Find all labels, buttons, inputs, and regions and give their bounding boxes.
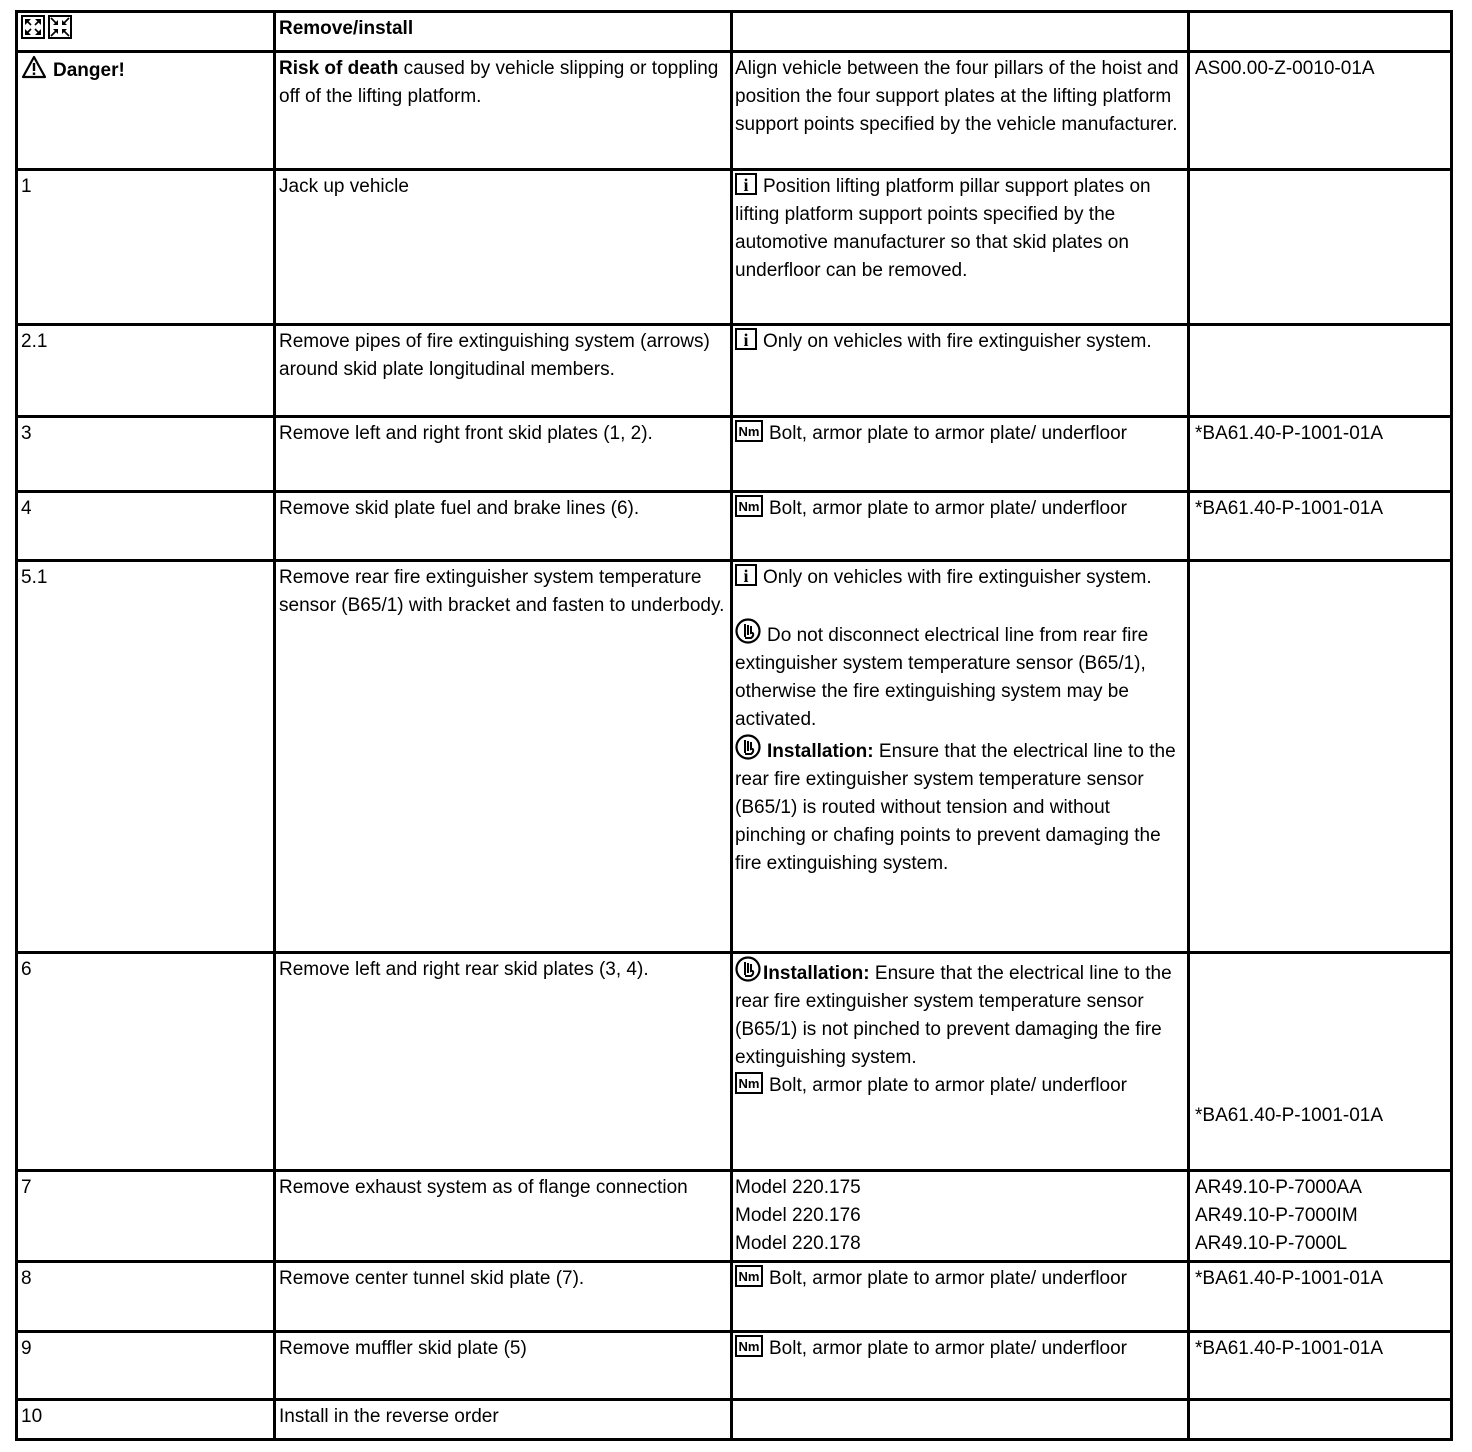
svg-text:Nm: Nm [738,499,760,514]
torque-nm-icon [735,495,763,517]
step-number: 4 [17,492,275,561]
step-action: Remove skid plate fuel and brake lines (6). [275,492,732,561]
note-installation: Installation: Ensure that the electrical line to the rear fire extinguisher system temperature sensor (B65/1) is not pinched to prevent damaging the fire extinguishing system. [735,956,1183,1072]
header-empty-3 [732,12,1189,52]
torque-nm-icon [735,1265,763,1287]
step-action: Remove rear fire extinguisher system temperature sensor (B65/1) with bracket and fasten to underbody. [275,561,732,953]
step-note [732,953,1189,1171]
warning-triangle-icon [21,55,47,79]
collapse-all-icon[interactable] [48,15,72,39]
model-item: Model 220.175 [735,1177,861,1198]
svg-text:i: i [743,330,749,350]
spacer [1195,956,1446,1102]
step-note: Nm Bolt, armor plate to armor plate/ underfloor [732,1262,1189,1332]
note-info: i Only on vehicles with fire extinguisher system. [735,564,1183,592]
info-icon [735,564,757,586]
expand-all-icon[interactable] [21,15,45,39]
torque-nm-icon [735,1335,763,1357]
caution-hand-icon [735,956,761,982]
step-note: Nm Bolt, armor plate to armor plate/ underfloor [732,1332,1189,1400]
danger-instruction: Align vehicle between the four pillars of the hoist and position the four support plates at the lifting platform support points specified by the vehicle manufacturer. [732,52,1189,170]
step-ref [1189,561,1452,953]
table-row [17,325,1452,417]
step-action: Remove pipes of fire extinguishing system (arrows) around skid plate longitudinal members. [275,325,732,417]
step-number: 9 [17,1332,275,1400]
step-ref [1189,953,1452,1171]
torque-nm-icon [735,1072,763,1094]
caution-hand-icon [735,618,761,644]
header-row [17,12,1452,52]
step-number: 8 [17,1262,275,1332]
info-icon [735,173,757,195]
table-row [17,1332,1452,1400]
table-row [17,170,1452,325]
step-note [732,561,1189,953]
step-action: Remove muffler skid plate (5) [275,1332,732,1400]
torque-nm-icon [735,420,763,442]
caution-hand-icon [735,734,761,760]
step-number: 1 [17,170,275,325]
table-row [17,953,1452,1171]
header-title: Remove/install [275,12,732,52]
step-note: i Position lifting platform pillar support plates on lifting platform support points specified by the automotive manufacturer so that skid plates on underfloor can be removed. [732,170,1189,325]
note-caution: Do not disconnect electrical line from rear fire extinguisher system temperature sensor (B65/1), otherwise the fire extinguishing system may be activated. [735,618,1183,734]
svg-text:i: i [743,566,749,586]
step-ref[interactable]: *BA61.40-P-1001-01A [1189,1262,1452,1332]
danger-row [17,52,1452,170]
step-ref [1189,170,1452,325]
step-ref[interactable]: *BA61.40-P-1001-01A [1189,1332,1452,1400]
table-row [17,417,1452,492]
step-ref[interactable]: *BA61.40-P-1001-01A [1189,492,1452,561]
step-note: Nm Bolt, armor plate to armor plate/ underfloor [732,417,1189,492]
danger-risk-cell [275,52,732,170]
note-torque: Nm Bolt, armor plate to armor plate/ underfloor [735,1072,1183,1100]
table-row [17,492,1452,561]
header-empty-4 [1189,12,1452,52]
ref-link[interactable]: *BA61.40-P-1001-01A [1195,1105,1384,1126]
step-number: 10 [17,1400,275,1440]
svg-text:Nm: Nm [738,424,760,439]
risk-text: caused by vehicle slipping or toppling off of the lifting platform. [279,58,719,107]
ref-list [1189,1171,1452,1262]
table-row [17,1262,1452,1332]
danger-label: Danger! [53,60,125,81]
step-number: 3 [17,417,275,492]
ref-link[interactable]: AR49.10-P-7000L [1195,1233,1348,1254]
ref-link[interactable]: AR49.10-P-7000IM [1195,1205,1358,1226]
ref-link[interactable]: AR49.10-P-7000AA [1195,1177,1362,1198]
step-number: 7 [17,1171,275,1262]
info-icon [735,328,757,350]
table-row [17,1171,1452,1262]
header-icons-cell [17,12,275,52]
svg-text:Nm: Nm [738,1339,760,1354]
step-number: 6 [17,953,275,1171]
risk-bold: Risk of death [279,58,399,79]
step-action: Remove left and right rear skid plates (3, 4). [275,953,732,1171]
danger-ref[interactable]: AS00.00-Z-0010-01A [1189,52,1452,170]
table-row [17,1400,1452,1440]
step-number: 5.1 [17,561,275,953]
model-item: Model 220.178 [735,1233,861,1254]
step-note: Nm Bolt, armor plate to armor plate/ underfloor [732,492,1189,561]
step-note [732,1400,1189,1440]
model-item: Model 220.176 [735,1205,861,1226]
procedure-table [15,10,1453,1441]
step-number: 2.1 [17,325,275,417]
step-action: Remove left and right front skid plates (1, 2). [275,417,732,492]
step-ref[interactable]: *BA61.40-P-1001-01A [1189,417,1452,492]
step-action: Remove exhaust system as of flange connection [275,1171,732,1262]
step-note: i Only on vehicles with fire extinguisher system. [732,325,1189,417]
step-action: Install in the reverse order [275,1400,732,1440]
step-ref [1189,325,1452,417]
step-action: Jack up vehicle [275,170,732,325]
step-action: Remove center tunnel skid plate (7). [275,1262,732,1332]
model-list [732,1171,1189,1262]
svg-text:Nm: Nm [738,1076,760,1091]
svg-text:Nm: Nm [738,1269,760,1284]
step-ref [1189,1400,1452,1440]
svg-text:i: i [743,175,749,195]
table-row [17,561,1452,953]
spacer [735,592,1183,618]
note-installation: Installation: Ensure that the electrical line to the rear fire extinguisher system temperature sensor (B65/1) is routed without tension and without pinching or chafing points to prevent damaging the fire extinguishing system. [735,734,1183,878]
danger-cell [17,52,275,170]
